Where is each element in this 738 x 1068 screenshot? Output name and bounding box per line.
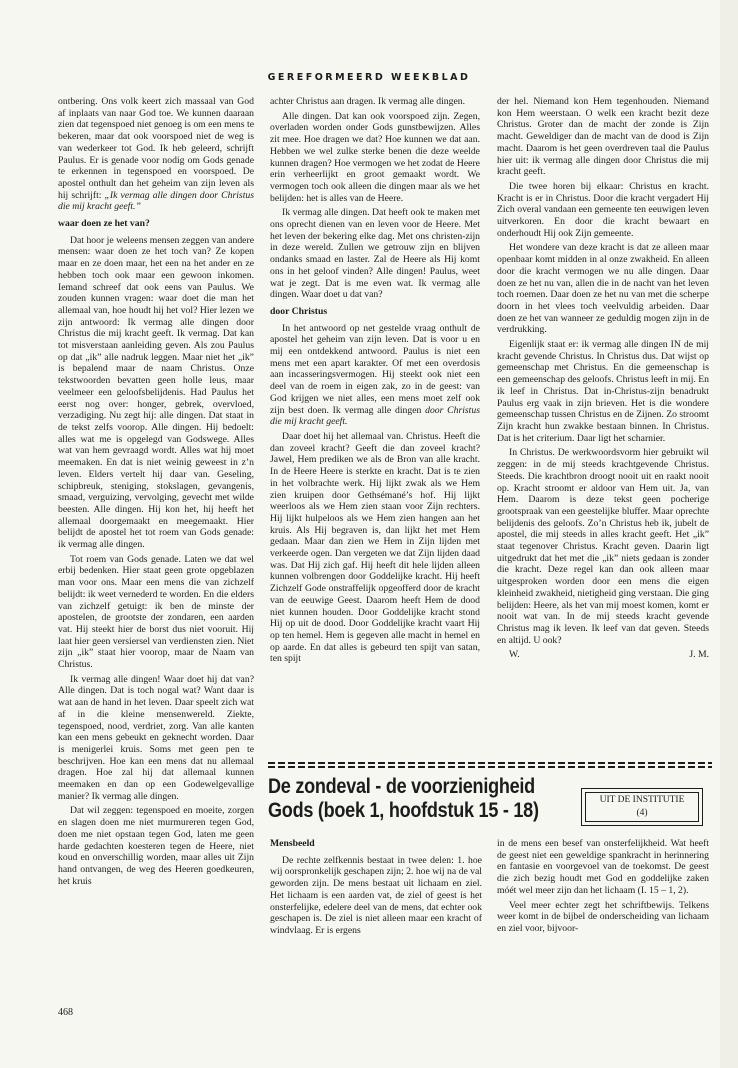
signature-right: J. M.	[689, 649, 709, 661]
section-heading: door Christus	[270, 305, 328, 317]
signature-left: W.	[509, 649, 520, 661]
series-number: (4)	[636, 808, 648, 818]
paragraph: De rechte zelfkennis bestaat in twee delen: 1. hoe wij oorspronkelijk geschapen zijn; 2. hoe wij na de val geworden zijn. De mens bestaat uit lichaam en ziel. Het lichaam is een aarden vat, de ziel of geest is het onsterfelijke, edelere deel van de mens, dat echter ook geschapen is. De ziel is niet alleen maar een kracht of windvlaag. Er is ergens	[270, 854, 482, 936]
paragraph: Dat hoor je weleens mensen zeggen van andere mensen: waar doen ze het toch van? Ze kopen maar en ze doen maar, het een na het ander en ze hebben toch ook maar een gewoon inkomen. Iemand schreef dat ook eens van Paulus. We zouden kunnen vragen: waar doet die man het allemaal van, hoe houdt hij het vol? Hier lezen we zijn antwoord: Ik vermag alle dingen door Christus die mij kracht geeft. Ik vermag. Dat kan tot misverstaan aanleiding geven. Als zou Paulus op dat „ik” alle nadruk leggen. Maar niet het „ik” is bepalend maar de naam Christus. Onze tekstwoorden bevatten geen holle leus, maar veelmeer een geloofsbelijdenis. Had Paulus het eerst nog over: honger, gebrek, overvloed, verzadiging. Nu zegt hij: alle dingen. Dat staat in de tekst zelfs voorop. Alle dingen. Hij bedoelt: alles wat me is opgelegd van Godswege. Alles wat van hem gevraagd wordt. Alles wat hij moet meemaken. En dat is niet weinig geweest in z’n leven. Elders vertelt hij daar van. Geseling, schipbreuk, steniging, stokslagen, gevangenis, smaad, verguizing, vervolging, gevecht met wilde beesten. Alle dingen. Hij kon het, hij heeft het allemaal doorgemaakt en meegemaakt. Hier belijdt de apostel het tot roem van Gods genade: ik vermag alle dingen.	[58, 234, 254, 551]
paragraph: Het wondere van deze kracht is dat ze alleen maar openbaar komt midden in al onze zwakheid. En alleen door die kracht vermogen we nu alle dingen. Daar doen ze het nu van, allen die in de nacht van het leven toch roemen. Daar doen ze het nu van met die scherpe doorn in het vlees toch veelvuldig arbeiden. Daar doen ze het van wanneer ze geduldig mogen zijn in de verdrukking.	[497, 242, 709, 336]
paragraph: Tot roem van Gods genade. Laten we dat wel erbij bedenken. Hier staat geen grote opgeblazen man voor ons. Maar een mens die van zichzelf belijdt: ik weet vernederd te worden. En die elders van zichzelf getuigt: ik ben de minste der apostelen, de grootste der zondaren, een aarden vat. Hij steekt hier de borst dus niet vooruit. Hij laat hier geen versiersel van verdiensten zien. Niet zijn „ik” staat hier voorop, maar de Naam van Christus.	[58, 553, 254, 671]
paragraph: Ik vermag alle dingen. Dat heeft ook te maken met ons oprecht dienen van en leven voor de Heere. Met het leven der bekering elke dag. Met ons christen-zijn in deze wereld. Zullen we getrouw zijn en blijven ondanks smaad en laster. Zal de Heere als Hij komt ons in het geloof vinden? Alle dingen! Paulus, weet wat je zegt. Dat is me even wat. Ik vermag alle dingen. Waar doet u dat van?	[270, 207, 480, 301]
article-title-line-2: Gods (boek 1, hoofdstuk 15 - 18)	[268, 799, 539, 822]
article2-column-2	[497, 838, 709, 1018]
article-title	[268, 775, 539, 823]
paragraph: Alle dingen. Dat kan ook voorspoed zijn. Zegen, overladen worden onder Gods gunstbewijzen. Alles zit mee. Hoe dragen we dat? Hoe kunnen we dat aan. Hebben we wel zulke sterke benen die deze weelde kunnen dragen? Hoe vermogen we het zodat de Heere erin verheerlijkt en groot gemaakt wordt. We vermogen toch ook alleen die dingen maar als we het belijden: het is alles van de Heere.	[270, 110, 480, 204]
page-edge-shadow	[720, 0, 738, 1068]
paragraph: in de mens een besef van onsterfelijkheid. Wat heeft de geest niet een geweldige spankracht in herinnering en fantasie en voorgevoel van de toekomst. De geest die zich bezig houdt met God en goddelijke zaken móét wel meer zijn dan het lichaam (I. 15 – 1, 2).	[497, 838, 709, 896]
paragraph: Dat wil zeggen: tegenspoed en moeite, zorgen en slagen doen me niet murmureren tegen God, doen me niet opstaan tegen God, laten me geen harde gedachten koesteren tegen de Heere, niet koud en onverschillig worden, maar alles uit Zijn hand ontvangen, de weg des Heeren goedkeuren, het kruis	[58, 805, 254, 887]
article-title-line-1: De zondeval - de voorzienigheid	[268, 775, 535, 798]
column-2	[270, 96, 480, 756]
article2-column-1	[270, 838, 482, 1048]
paragraph: Ik vermag alle dingen! Waar doet hij dat van? Alle dingen. Dat is toch nogal wat? Want daar is wat aan de hand in het leven. Daar speelt zich wat af in die kleine mensenwereld. Ziekte, tegenspoed, nood, verdriet, zorg. Van alle kanten kan een mens gebeukt en geknecht worden. Daar is menigerlei kruis. Soms met geen pen te beschrijven. Hoe kan een mens dat nu allemaal dragen. Hoe zal hij dat allemaal kunnen meemaken en dan op een Godewelgevallige manier? Ik vermag alle dingen.	[58, 673, 254, 802]
paragraph: In het antwoord op net gestelde vraag onthult de apostel het geheim van zijn leven. Dat is voor u en mij een ontdekkend antwoord. Paulus is niet een mens met een apart karakter. Of met een overdosis aan incasseringsvermogen. Hij steekt ook niet een deel van de roem in eigen zak, zo in de geest: van God krijgen we niet alles, een mens moet zelf ook zijn best doen. Ik vermag alle dingen door Christus die mij kracht geeft.	[270, 322, 480, 428]
series-box	[581, 788, 703, 826]
page-number: 468	[58, 1007, 73, 1018]
column-1	[58, 96, 254, 896]
article-divider	[268, 762, 712, 768]
section-heading: Mensbeeld	[270, 838, 315, 849]
paragraph: der hel. Niemand kon Hem tegenhouden. Niemand kon Hem weerstaan. O welk een kracht bezit deze Christus. Groter dan de macht der zonde is Zijn macht. Geweldiger dan de macht van de dood is Zijn macht. Daarom is het geen overdreven taal die Paulus hier uit: ik vermag alle dingen door Christus die mij kracht geeft.	[497, 96, 709, 178]
paragraph: Daar doet hij het allemaal van. Christus. Heeft die dan zoveel kracht? Geeft die dan zoveel kracht? Jawel, Hem prediken we als de Bron van alle kracht. In de Heere Heere is sterkte en kracht. Dat is te zien in het volbrachte werk. Hij lijkt zwak als we Hem zien kruipen door Gethsémané’s hof. Hij lijkt weerloos als we Hem zien staan voor Zijn rechters. Hij lijkt hulpeloos als we Hem zien hangen aan het kruis. Als Hij begraven is, dan lijkt het met Hem gedaan. Maar dan zien we Hem in Zijn lijden met verkeerde ogen. Dan vergeten we dat Zijn lijden daad was. Dat Hij zich gaf. Hij heeft dit hele lijden alleen kunnen volbrengen door Goddelijke kracht. Hij heeft Zichzelf Gode onstraffelijk opgeofferd door de kracht van de eeuwige Geest. Daarom heeft Hem de dood niet kunnen houden. Door Goddelijke kracht stond Hij op uit de dood. Door Goddelijke kracht vaart Hij op ten hemel. Hem is gegeven alle macht in hemel en op aarde. En dat alles is gebeurd ten spijt van satan, ten spijt	[270, 430, 480, 665]
section-heading: waar doen ze het van?	[58, 218, 150, 230]
column-3	[497, 96, 709, 756]
paragraph: In Christus. De werkwoordsvorm hier gebruikt wil zeggen: in de mij steeds krachtgevende Christus. Steeds. Die krachtbron droogt nooit uit en raakt nooit op. Kracht stroomt er aldoor van Hem uit. Ja, van Hem. Daarom is deze tekst geen pocherige grootspraak van een geestelijke bluffer. Maar oprechte belijdenis des geloofs. Zo’n Christus heb ik, jubelt de apostel, die mij steeds in alles kracht geeft. Het „ik” staat tegenover Christus. Kracht geven. Daarin ligt uitgedrukt dat het met die „ik” niets gedaan is zonder die kracht. Deze regel kan dan ook alleen maar uitgesproken worden door een mens die eigen kleinheid zwakheid, nietigheid ging verstaan. Die ging belijden: Heere, als het van mij moest komen, komt er nooit wat van. In de mij steeds kracht gevende Christus mag ik leven. Ik leef van dat geven. Steeds en altijd. U ook?	[497, 447, 709, 646]
running-head: GEREFORMEERD WEEKBLAD	[267, 72, 471, 83]
series-label: UIT DE INSTITUTIE	[599, 795, 685, 805]
paragraph: ontbering. Ons volk keert zich massaal van God af inplaats van naar God toe. We kunnen daaraan zien dat tegenspoed niet genoeg is om een mens te bekeren, maar dat ook voorspoed niet de weg is van wederkeer tot God. Ik heb geleerd, schrijft Paulus. Er is genade voor nodig om Gods genade te erkennen in tegenspoed en voorspoed. De apostel onthult dan het geheim van zijn leven als hij schrijft: „Ik vermag alle dingen door Christus die mij kracht geeft.”	[58, 96, 254, 213]
paragraph: achter Christus aan dragen. Ik vermag alle dingen.	[270, 96, 466, 107]
paragraph: Eigenlijk staat er: ik vermag alle dingen IN de mij kracht gevende Christus. In Christus dus. Dat wijst op gemeenschap met Christus. En die gemeenschap is een gemeenschap des geloofs. Christus leeft in mij. En ik leef in Christus. Dat in-Christus-zijn benadrukt Paulus erg vaak in zijn brieven. Het is die wondere gemeenschap tussen Christus en de Zijnen. Zo stroomt Zijn kracht hun zwakke bestaan binnen. In Christus. Dat is het criterium. Daar ligt het scharnier.	[497, 339, 709, 444]
paragraph: Die twee horen bij elkaar: Christus en kracht. Kracht is er in Christus. Door die kracht vergadert Hij Zich overal vandaan een gemeente ten eeuwigen leven uitverkoren. En door die kracht bewaart en onderhoudt Hij ook Zijn gemeente.	[497, 180, 709, 239]
signature	[497, 649, 709, 661]
paragraph: Veel meer echter zegt het schriftbewijs. Telkens weer komt in de bijbel de onderscheiding van lichaam en ziel voor, bijvoor-	[497, 899, 709, 934]
